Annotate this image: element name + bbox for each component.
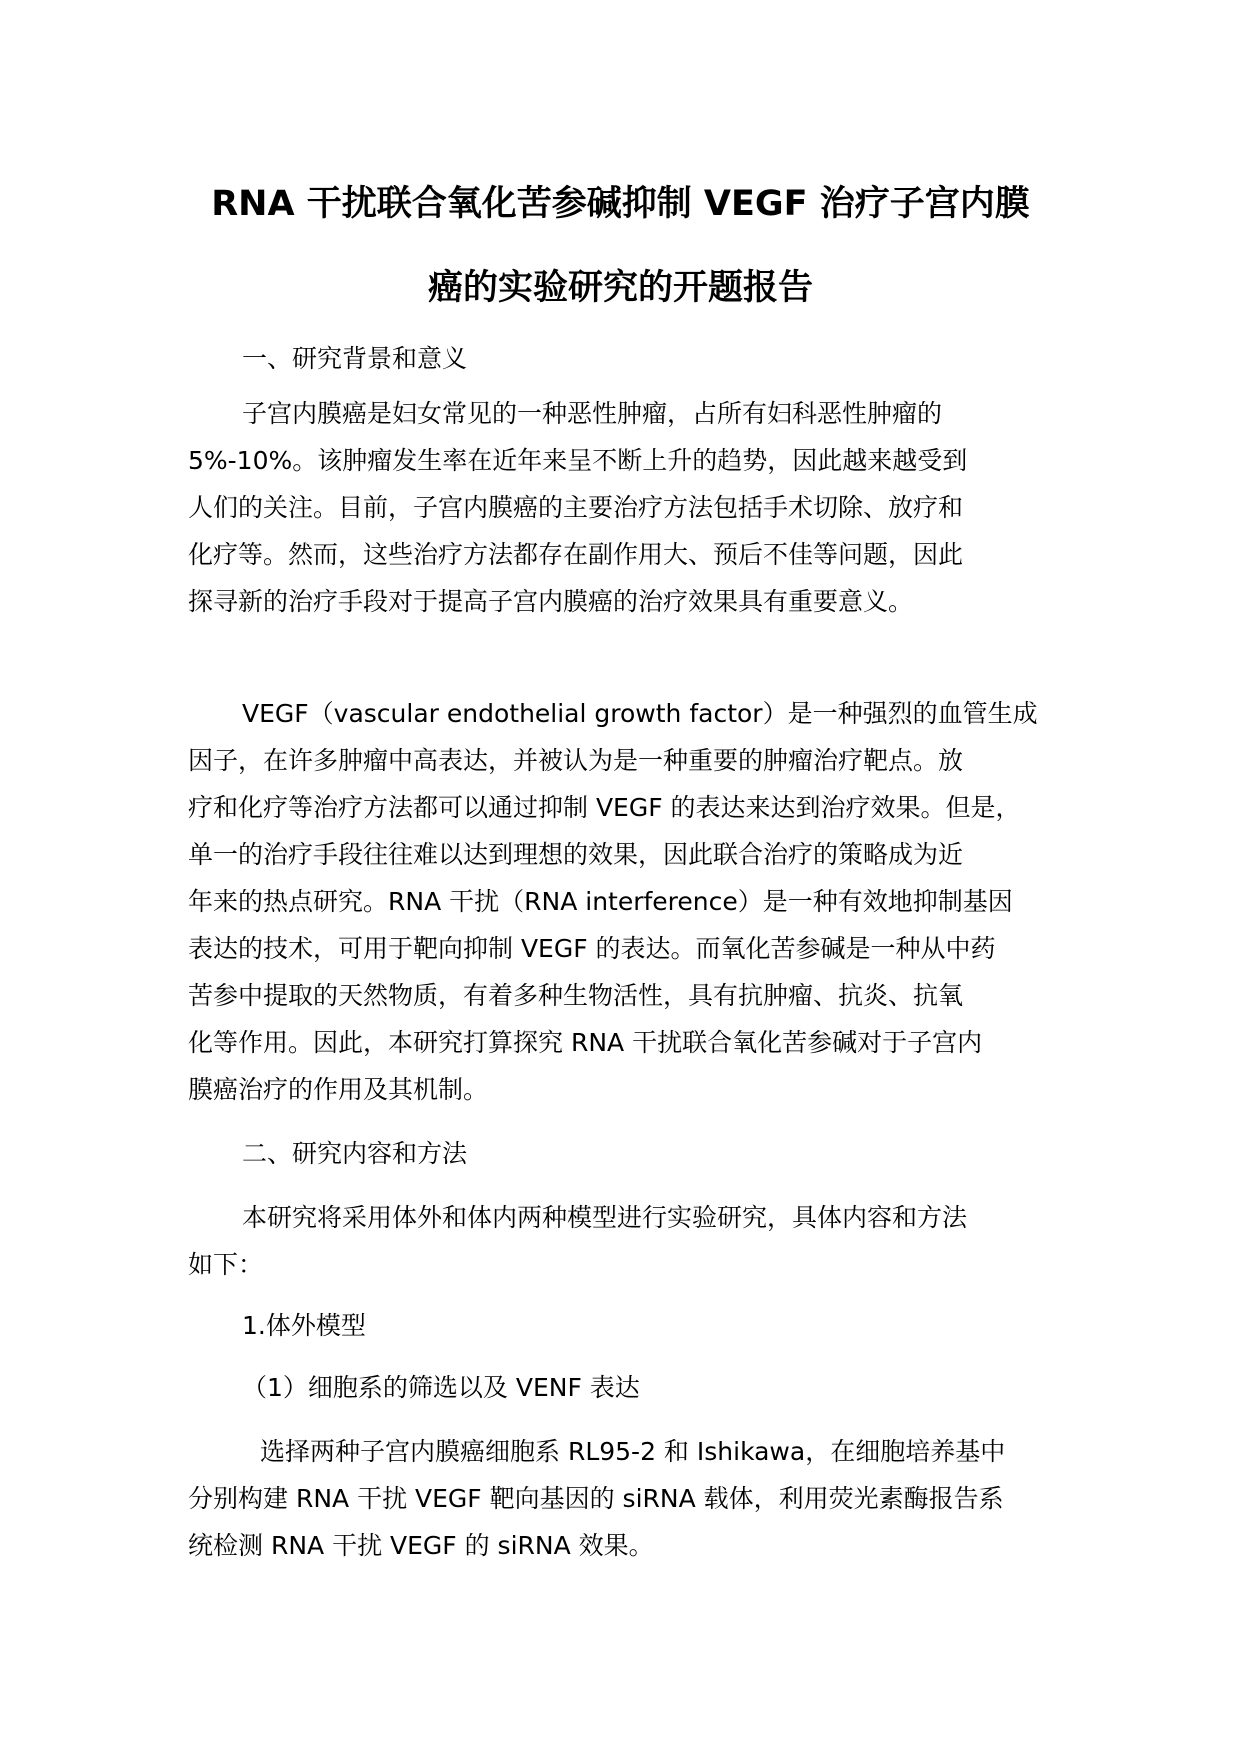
paragraph-line: 化疗等。然而，这些治疗方法都存在副作用大、预后不佳等问题，因此 xyxy=(188,540,964,569)
paragraph-line: 5%-10%。该肿瘤发生率在近年来呈不断上升的趋势，因此越来越受到 xyxy=(188,446,968,475)
paragraph-line: 单一的治疗手段往往难以达到理想的效果，因此联合治疗的策略成为近 xyxy=(188,840,964,869)
paragraph-line: 子宫内膜癌是妇女常见的一种恶性肿瘤，占所有妇科恶性肿瘤的 xyxy=(242,399,943,428)
subheading-in-vitro-model: 1.体外模型 xyxy=(242,1311,366,1340)
section-heading-methods: 二、研究内容和方法 xyxy=(242,1139,468,1168)
paragraph-line: 表达的技术，可用于靶向抑制 VEGF 的表达。而氧化苦参碱是一种从中药 xyxy=(188,934,996,963)
paragraph-background xyxy=(188,390,1088,625)
paragraph-line: 分别构建 RNA 干扰 VEGF 靶向基因的 siRNA 载体，利用荧光素酶报告系 xyxy=(188,1484,1004,1513)
document-title-line-1: RNA 干扰联合氧化苦参碱抑制 VEGF 治疗子宫内膜 xyxy=(211,184,1030,224)
paragraph-line: 苦参中提取的天然物质，有着多种生物活性，具有抗肿瘤、抗炎、抗氧 xyxy=(188,981,964,1010)
section-heading-background: 一、研究背景和意义 xyxy=(242,344,468,373)
document-title-line-2: 癌的实验研究的开题报告 xyxy=(427,268,813,308)
paragraph-line: 化等作用。因此，本研究打算探究 RNA 干扰联合氧化苦参碱对于子宫内 xyxy=(188,1028,983,1057)
paragraph-methods-intro xyxy=(188,1194,1088,1288)
paragraph-cell-lines xyxy=(188,1428,1088,1569)
paragraph-line: 因子，在许多肿瘤中高表达，并被认为是一种重要的肿瘤治疗靶点。放 xyxy=(188,746,964,775)
paragraph-line: 如下： xyxy=(188,1250,264,1279)
paragraph-line: 人们的关注。目前，子宫内膜癌的主要治疗方法包括手术切除、放疗和 xyxy=(188,493,964,522)
paragraph-line: 统检测 RNA 干扰 VEGF 的 siRNA 效果。 xyxy=(188,1531,654,1560)
paragraph-line: 膜癌治疗的作用及其机制。 xyxy=(188,1075,489,1104)
paragraph-line: VEGF（vascular endothelial growth factor）是一种强烈的血管生成 xyxy=(242,699,1038,728)
paragraph-vegf xyxy=(188,690,1088,1113)
paragraph-line: 探寻新的治疗手段对于提高子宫内膜癌的治疗效果具有重要意义。 xyxy=(188,587,914,616)
subheading-cell-line-selection: （1）细胞系的筛选以及 VENF 表达 xyxy=(242,1373,640,1402)
paragraph-line: 疗和化疗等治疗方法都可以通过抑制 VEGF 的表达来达到治疗效果。但是， xyxy=(188,793,1021,822)
paragraph-line: 本研究将采用体外和体内两种模型进行实验研究，具体内容和方法 xyxy=(242,1203,968,1232)
paragraph-line: 年来的热点研究。RNA 干扰（RNA interference）是一种有效地抑制基因 xyxy=(188,887,1013,916)
paragraph-line: 选择两种子宫内膜癌细胞系 RL95-2 和 Ishikawa，在细胞培养基中 xyxy=(260,1437,1006,1466)
